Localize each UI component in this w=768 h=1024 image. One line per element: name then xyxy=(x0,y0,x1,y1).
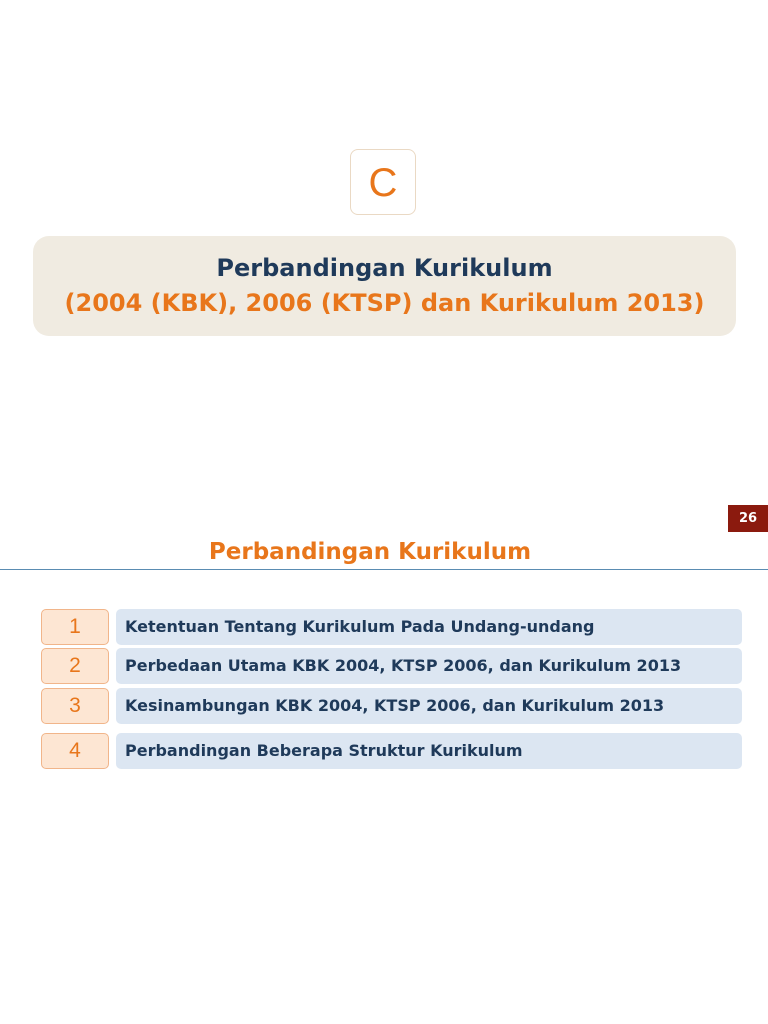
agenda-item-number: 2 xyxy=(41,648,109,684)
agenda-item-number: 4 xyxy=(41,733,109,769)
section-letter-badge: C xyxy=(350,149,416,215)
agenda-item-3[interactable] xyxy=(41,688,743,726)
agenda-item-2[interactable] xyxy=(41,648,743,686)
agenda-item-1[interactable] xyxy=(41,609,743,647)
heading-divider xyxy=(0,569,768,570)
agenda-item-label: Kesinambungan KBK 2004, KTSP 2006, dan Kurikulum 2013 xyxy=(116,688,742,724)
title-box xyxy=(33,236,736,336)
agenda-item-number: 3 xyxy=(41,688,109,724)
agenda-item-label: Perbedaan Utama KBK 2004, KTSP 2006, dan Kurikulum 2013 xyxy=(116,648,742,684)
page-number-badge: 26 xyxy=(728,505,768,532)
agenda-item-number: 1 xyxy=(41,609,109,645)
agenda-item-label: Perbandingan Beberapa Struktur Kurikulum xyxy=(116,733,742,769)
section-heading: Perbandingan Kurikulum xyxy=(208,539,532,565)
agenda-item-4[interactable] xyxy=(41,733,743,771)
agenda-item-label: Ketentuan Tentang Kurikulum Pada Undang-undang xyxy=(116,609,742,645)
slide-subtitle: (2004 (KBK), 2006 (KTSP) dan Kurikulum 2013) xyxy=(64,289,705,317)
slide-title: Perbandingan Kurikulum xyxy=(216,254,553,282)
